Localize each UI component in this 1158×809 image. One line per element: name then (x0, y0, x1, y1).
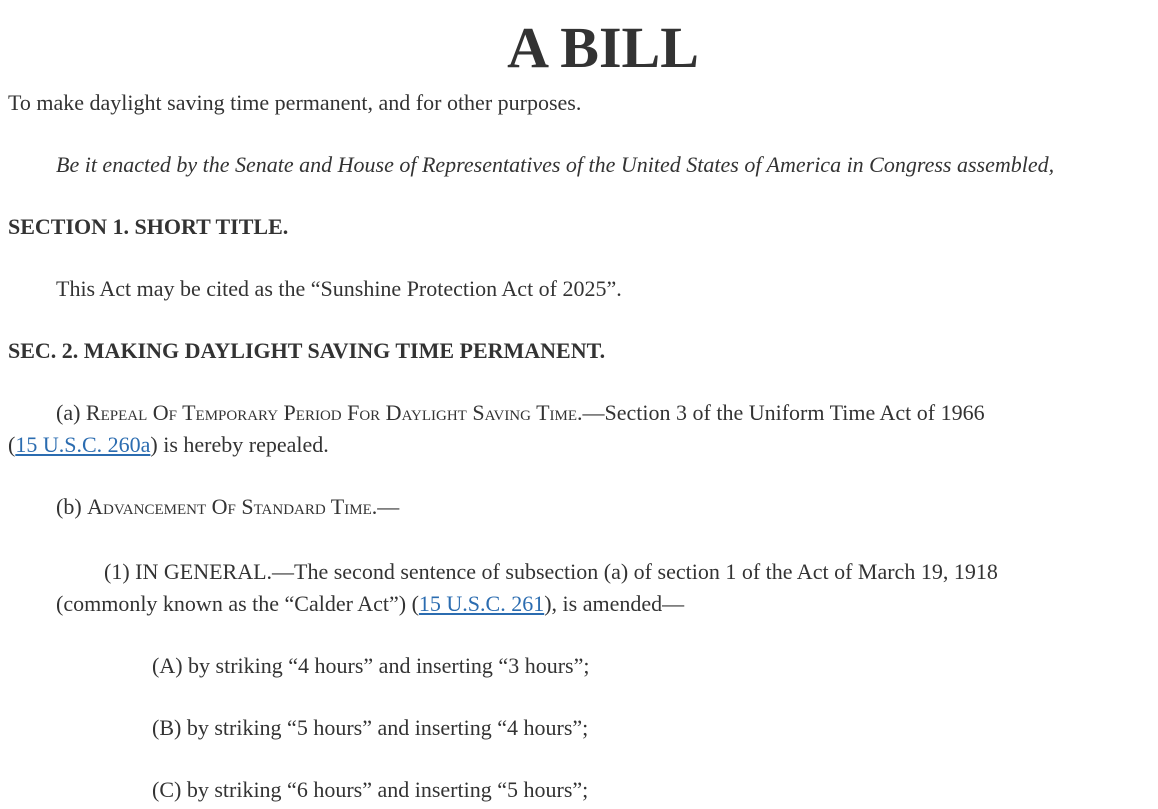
paragraph-1-text: —The second sentence of subsection (a) of section 1 of the Act of March 19, 1918 (272, 559, 998, 584)
subsection-a-dash: — (582, 400, 605, 425)
subsection-b-enum: (b) (56, 494, 88, 519)
usc-260a-link[interactable]: 15 U.S.C. 260a (15, 432, 151, 457)
subsection-b (56, 491, 399, 523)
subsection-a-continued (8, 429, 329, 461)
paragraph-1-text-end: ), is amended— (544, 591, 685, 616)
subparagraph-c: (C) by striking “6 hours” and inserting “5 hours”; (152, 777, 589, 802)
paragraph-1-enum: (1) (104, 559, 136, 584)
section-1-heading: SECTION 1. SHORT TITLE. (8, 214, 289, 239)
paragraph-1-text-2: (commonly known as the “Calder Act”) ( (56, 591, 419, 616)
usc-261-link[interactable]: 15 U.S.C. 261 (418, 591, 545, 616)
subparagraph-b: (B) by striking “5 hours” and inserting “4 hours”; (152, 715, 589, 740)
enacting-clause: Be it enacted by the Senate and House of Representatives of the United States of America in Congress assembled, (56, 152, 1055, 177)
subsection-a-heading: Repeal Of Temporary Period For Daylight Saving Time. (85, 400, 583, 425)
subsection-a (56, 397, 985, 429)
subsection-b-dash: — (377, 494, 400, 519)
bill-title: A BILL (507, 15, 699, 80)
subsection-a-open-paren: ( (8, 432, 16, 457)
subsection-a-text: Section 3 of the Uniform Time Act of 1966 (604, 400, 985, 425)
paragraph-1-continued (56, 588, 684, 620)
subsection-b-heading: Advancement Of Standard Time. (87, 494, 378, 519)
subsection-a-enum: (a) (56, 400, 86, 425)
paragraph-1-heading: IN GENERAL. (135, 559, 273, 584)
subsection-a-text-end: ) is hereby repealed. (150, 432, 329, 457)
subparagraph-a: (A) by striking “4 hours” and inserting “3 hours”; (152, 653, 590, 678)
paragraph-1 (104, 556, 998, 588)
bill-purpose: To make daylight saving time permanent, and for other purposes. (8, 90, 582, 115)
section-2-heading: SEC. 2. MAKING DAYLIGHT SAVING TIME PERMANENT. (8, 338, 606, 363)
short-title-text: This Act may be cited as the “Sunshine Protection Act of 2025”. (56, 276, 622, 301)
